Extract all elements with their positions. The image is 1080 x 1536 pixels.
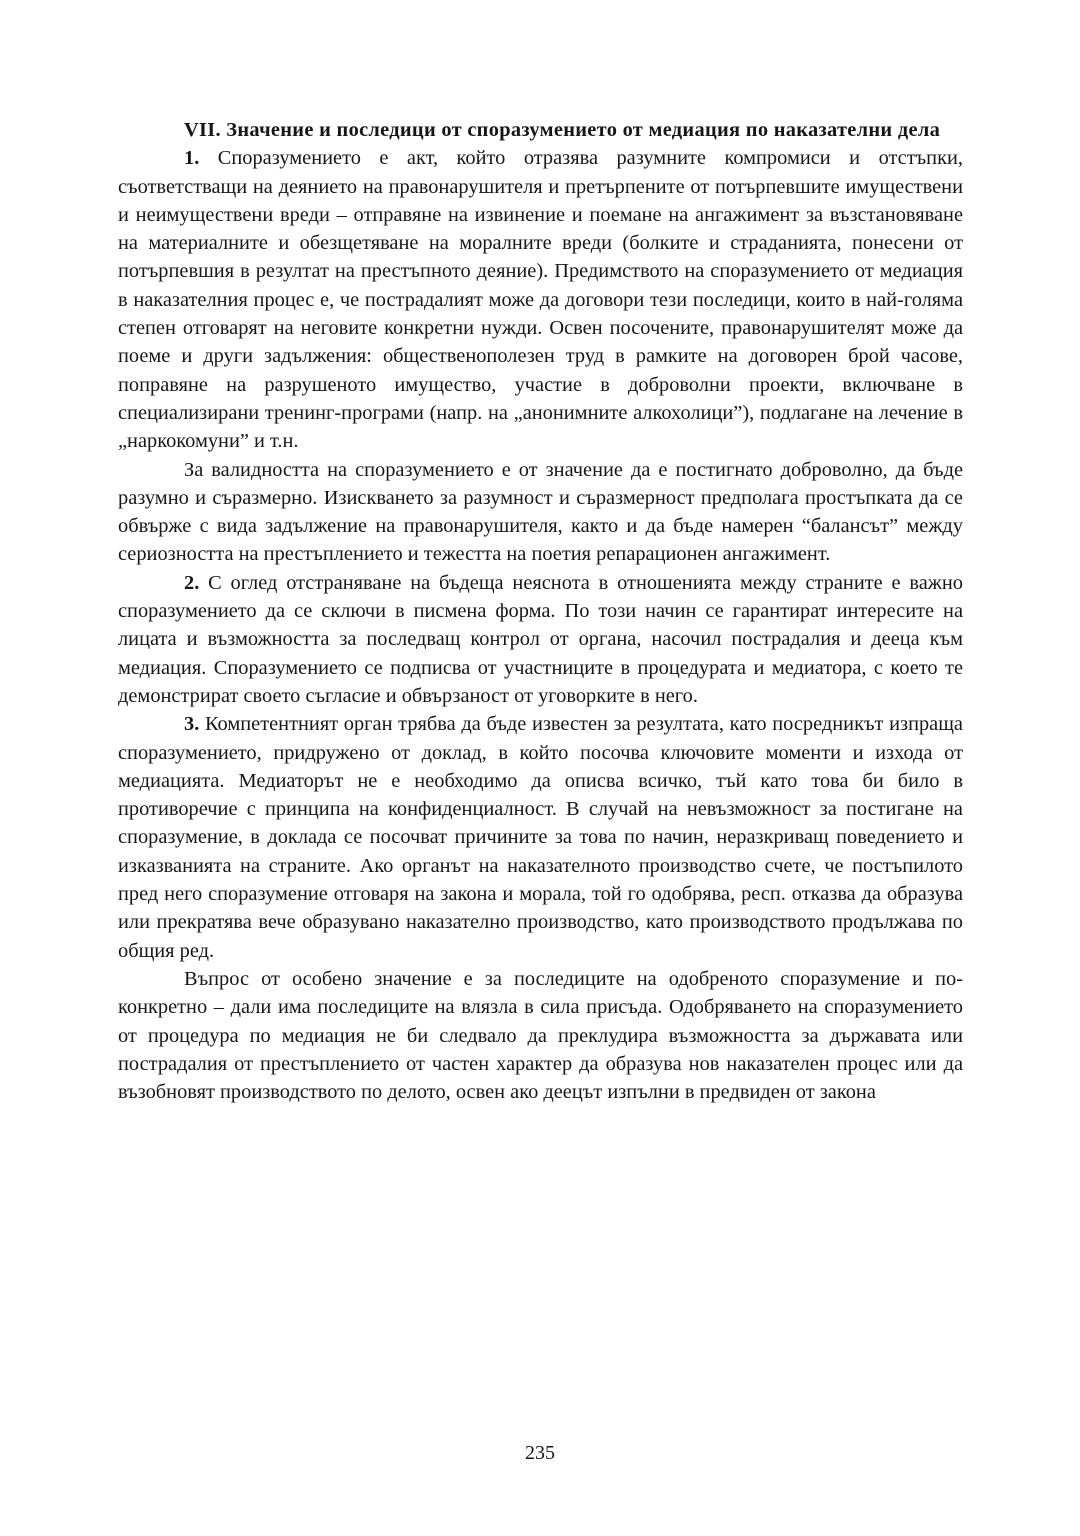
paragraph-text: Споразумението е акт, който отразява разумните компромиси и отстъпки, съответстващи на деянието на правонарушителя и претърпените от потърпевшите имуществени и неимуществени вреди – отправяне на извинение и поемане на ангажимент за възстановяване на материалните и обезщетяване на моралните вреди (болките и страданията, понесени от потърпевшия в резултат на престъпното деяние). Предимството на споразумението от медиация в наказателния процес е, че пострадалият може да договори тези последици, които в най-голяма степен отговарят на неговите конкретни нужди. Освен посочените, правонарушителят може да поеме и други задължения: общественополезен труд в рамките на договорен брой часове, поправяне на разрушеното имущество, участие в доброволни проекти, включване в специализирани тренинг-програми (напр. на „анонимните алкохолици”), подлагане на лечение в „наркокомуни” и т.н. [118, 147, 963, 453]
paragraph-number: 2. [184, 571, 200, 594]
paragraph-number: 1. [184, 147, 200, 170]
paragraph-text: За валидността на споразумението е от значение да е постигнато доброволно, да бъде разумно и съразмерно. Изискването за разумност и съразмерност предполага простъпката да се обвърже с вида задължение на правонарушителя, както и да бъде намерен “балансът” между сериозността на престъплението и тежестта на поетия репарационен ангажимент. [118, 458, 963, 566]
section-heading: VII. Значение и последици от споразумението от медиация по наказателни дела [184, 119, 941, 141]
paragraph-text: Въпрос от особено значение е за последиците на одобреното споразумение и по-конкретно – дали има последиците на влязла в сила присъда. Одобряването на споразумението от процедура по медиация не би следвало да преклудира възможността за държавата или пострадалия от престъплението от частен характер да образува нов наказателен процес или да възобновят производството по делото, освен ако деецът изпълни в предвиден от закона [118, 967, 963, 1104]
paragraph-1 [118, 144, 963, 455]
page-number: 235 [525, 1442, 555, 1464]
paragraph-2 [118, 456, 963, 569]
document-page [118, 116, 963, 1106]
paragraph-5 [118, 965, 963, 1106]
paragraph-text: С оглед отстраняване на бъдеща неяснота в отношенията между страните е важно споразумението да се сключи в писмена форма. По този начин се гарантират интересите на лицата и възможността за последващ контрол от органа, насочил пострадалия и дееца към медиация. Споразумението се подписва от участниците в процедурата и медиатора, с което те демонстрират своето съгласие и обвързаност от уговорките в него. [118, 571, 963, 707]
paragraph-text: Компетентният орган трябва да бъде известен за резултата, като посредникът изпраща споразумението, придружено от доклад, в който посочва ключовите моменти и изхода от медиацията. Медиаторът не е необходимо да описва всичко, тъй като това би било в противоречие с принципа на конфиденциалност. В случай на невъзможност за постигане на споразумение, в доклада се посочват причините за това по начин, неразкриващ поведението и изказванията на страните. Ако органът на наказателното производство счете, че постъпилото пред него споразумение отговаря на закона и морала, той го одобрява, респ. отказва да образува или прекратява вече образувано наказателно производство, като производството продължава по общия ред. [118, 713, 963, 962]
paragraph-3 [118, 569, 963, 710]
paragraph-4 [118, 710, 963, 965]
paragraph-number: 3. [184, 713, 200, 736]
